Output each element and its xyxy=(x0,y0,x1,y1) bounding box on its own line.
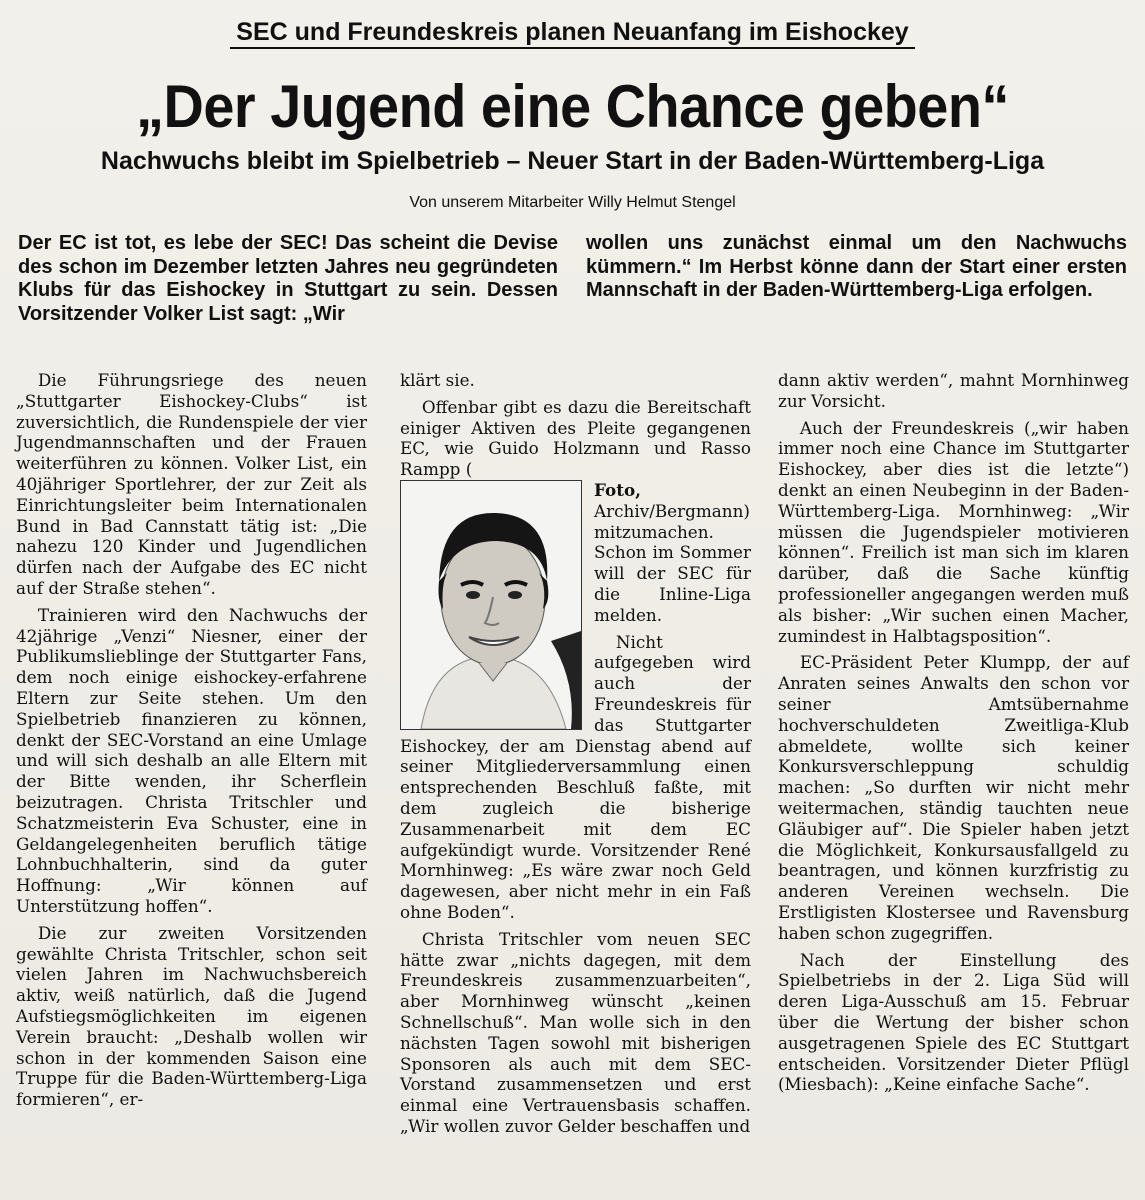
body-column-1 xyxy=(16,370,367,1110)
body-column-2: klärt sie. Offenbar gibt es dazu die Bereitschaft einiger Aktiven des Pleite gegangenen EC, wie Guido Holzmann und Rasso Rampp ( Foto, Archiv/Bergmann) mitzumachen. Schon im Sommer will der SEC für die Inline-Liga melden. Nicht aufgegeben wird auch der Freundeskreis für das Stuttgarter Eishockey, der am Dienstag abend auf seiner Mitgliederversammlung einen entsprechenden Beschluß faßte, mit dem zugleich die bisherige Zusammenarbeit mit dem EC aufgekündigt wurde. Vorsitzender René Mornhinweg: „Es wäre zwar noch Geld dagewesen, aber nicht mehr in ein Faß ohne Boden“. Christa Tritschler vom neuen SEC hätte zwar „nichts dagegen, mit dem Freundeskreis zusammenzuarbeiten“, aber Mornhinweg wünscht „keinen Schnellschuß“. Man wolle sich in den nächsten Tagen sowohl mit bisherigen Sponsoren als auch mit dem SEC-Vorstand zusammensetzen und erst einmal eine Vertrauensbasis schaffen. „Wir wollen zuvor Gelder beschaffen und xyxy=(400,370,751,1136)
article-kicker: SEC und Freundeskreis planen Neuanfang im Eishockey xyxy=(0,18,1145,47)
body-paragraph: Offenbar gibt es dazu die Bereitschaft einiger Aktiven des Pleite gegangenen EC, wie Guido Holzmann und Rasso Rampp ( xyxy=(400,396,751,480)
body-paragraph: dann aktiv werden“, mahnt Mornhinweg zur Vorsicht. xyxy=(778,370,1129,411)
article-byline: Von unserem Mitarbeiter Willy Helmut Stengel xyxy=(409,194,736,211)
body-paragraph: EC-Präsident Peter Klumpp, der auf Anraten seines Anwalts den schon vor seiner Amtsübernahme hochverschuldeten Zweitliga-Klub abmeldete, wollte sich keiner Konkursverschleppung schuldig machen: „So durften wir nicht mehr weitermachen, ständig tauchten neue Gläubiger auf“. Die Spieler haben jetzt die Möglichkeit, Konkursausfallgeld zu beantragen, und können kurzfristig zu anderen Vereinen wechseln. Die Erstligisten Klostersee und Ravensburg haben schon zugegriffen. xyxy=(778,652,1129,943)
body-paragraph: Christa Tritschler vom neuen SEC hätte zwar „nichts dagegen, mit dem Freundeskreis zusammenzuarbeiten“, aber Mornhinweg wünscht „keinen Schnellschuß“. Man wolle sich in den nächsten Tagen sowohl mit bisherigen Sponsoren als auch mit dem SEC-Vorstand zusammensetzen und erst einmal eine Vertrauensbasis schaffen. „Wir wollen zuvor Gelder beschaffen und xyxy=(400,928,751,1136)
body-paragraph: Die zur zweiten Vorsitzenden gewählte Christa Tritschler, schon seit vielen Jahren im Nachwuchsbereich aktiv, weiß natürlich, daß die Jugend Aufstiegsmöglichkeiten im eigenen Verein braucht: „Deshalb wollen wir schon in der kommenden Saison eine Truppe für die Baden-Württemberg-Liga formieren“, er- xyxy=(16,922,367,1110)
article-headline: „Der Jugend eine Chance geben“ xyxy=(136,73,1009,140)
article-subhead: Nachwuchs bleibt im Spielbetrieb – Neuer Start in der Baden-Württemberg-Liga xyxy=(100,147,1045,175)
body-paragraph: klärt sie. xyxy=(400,370,475,390)
portrait-image xyxy=(401,481,581,729)
lead-paragraph-right: wollen uns zunächst einmal um den Nachwuchs kümmern.“ Im Herbst könne dann der Start einer ersten Mannschaft in der Baden-Württemberg-Liga erfolgen. xyxy=(586,232,1127,301)
photo-credit: Foto, xyxy=(594,479,641,500)
body-paragraph: Nach der Einstellung des Spielbetriebs in der 2. Liga Süd will deren Liga-Ausschuß am 15. Februar über die Wertung der bisher schon ausgetragenen Spiele des EC Stuttgart entscheiden. Vorsitzender Dieter Pflügl (Miesbach): „Keine einfache Sache“. xyxy=(778,949,1129,1095)
body-paragraph: Nicht aufgegeben wird auch der Freundeskreis für das Stuttgarter Eishockey, der am Dienstag abend auf seiner Mitgliederversammlung einen entsprechenden Beschluß faßte, mit dem zugleich die bisherige Zusammenarbeit mit dem EC aufgekündigt wurde. Vorsitzender René Mornhinweg: „Es wäre zwar noch Geld dagewesen, aber nicht mehr in ein Faß ohne Boden“. xyxy=(400,631,751,922)
portrait-photo xyxy=(400,480,582,730)
body-column-3 xyxy=(778,370,1129,1095)
body-paragraph: Die Führungsriege des neuen „Stuttgarter Eishockey-Clubs“ ist zuversichtlich, die Rundenspiele der vier Jugendmannschaften und der Frauen weiterführen zu können. Volker List, ein 40jähriger Sportlehrer, der zur Zeit als Einrichtungsleiter beim Internationalen Bund in Bad Cannstatt tätig ist: „Die nahezu 120 Kinder und Jugendlichen dürfen nach der Aufgabe des EC nicht auf der Straße stehen“. xyxy=(16,370,367,598)
lead-paragraph-left: Der EC ist tot, es lebe der SEC! Das scheint die Devise des schon im Dezember letzten Jahres neu gegründeten Klubs für das Eishockey in Stuttgart zu sein. Dessen Vorsitzender Volker List sagt: „Wir xyxy=(18,232,558,325)
body-paragraph: Trainieren wird den Nachwuchs der 42jährige „Venzi“ Niesner, einer der Publikumslieblinge der Stuttgarter Fans, dem noch einige eishockey-erfahrene Eltern zur Seite stehen. Um den Spielbetrieb finanzieren zu können, denkt der SEC-Vorstand an eine Umlage und will sich deshalb an alle Eltern mit der Bitte wenden, ihr Scherflein beizutragen. Christa Tritschler und Schatzmeisterin Eva Schuster, eine in Geldangelegenheiten beruflich tätige Lohnbuchhalterin, sind da guter Hoffnung: „Wir können auf Unterstützung hoffen“. xyxy=(16,604,367,916)
body-paragraph: Auch der Freundeskreis („wir haben immer noch eine Chance im Stuttgarter Eishockey, aber dies ist die letzte“) denkt an einen Neubeginn in der Baden-Württemberg-Liga. Mornhinweg: „Wir müssen die Jugendspieler motivieren können“. Freilich ist man sich im klaren darüber, daß die Sache künftig professioneller angegangen werden muß als bisher: „Wir suchen einen Macher, zumindest in Halbtagsposition“. xyxy=(778,417,1129,646)
